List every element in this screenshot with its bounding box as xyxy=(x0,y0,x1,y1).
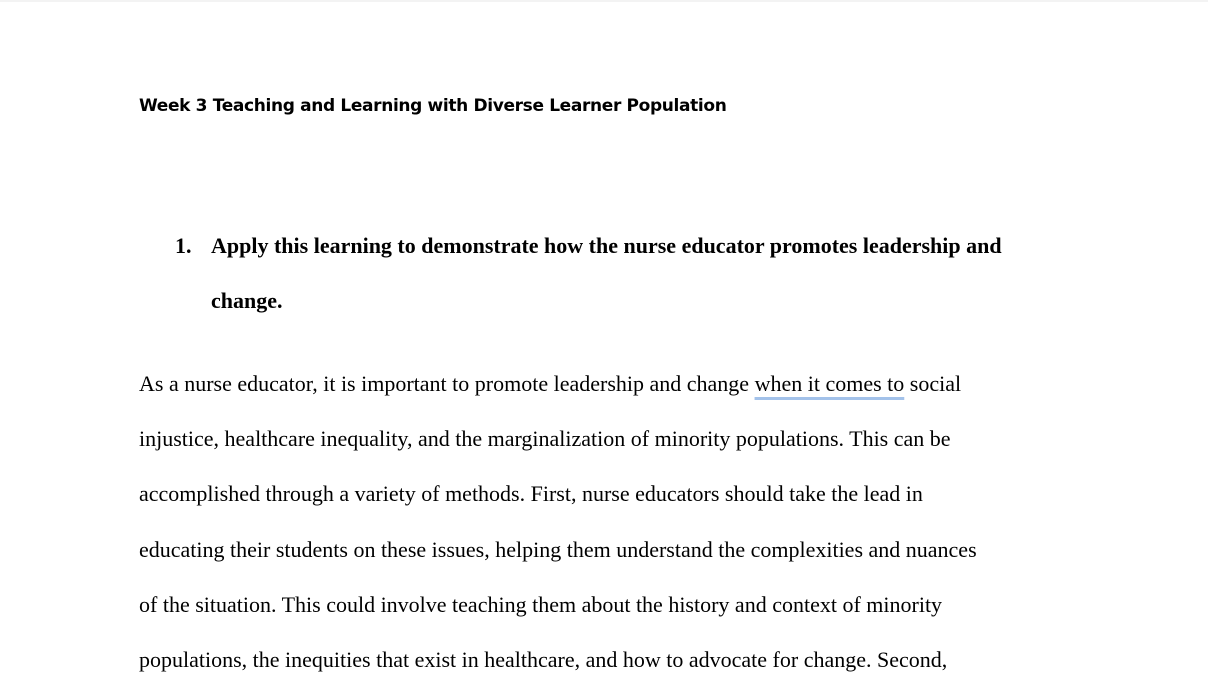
grammar-suggestion[interactable]: when it comes to xyxy=(754,371,905,396)
document-title: Week 3 Teaching and Learning with Diverse Learner Population xyxy=(139,96,727,116)
paragraph-line: injustice, healthcare inequality, and the marginalization of minority populations. This can be xyxy=(139,426,951,451)
paragraph-line: accomplished through a variety of methods. First, nurse educators should take the lead in xyxy=(139,481,923,506)
paragraph-line: educating their students on these issues, helping them understand the complexities and nuances xyxy=(139,537,977,562)
question-number: 1. xyxy=(175,233,192,258)
paragraph-text: As a nurse educator, it is important to promote leadership and change xyxy=(139,371,755,396)
paragraph-line: of the situation. This could involve teaching them about the history and context of minority xyxy=(139,592,943,617)
paragraph-line xyxy=(139,371,961,397)
question-text-line: Apply this learning to demonstrate how the nurse educator promotes leadership and xyxy=(211,233,1002,258)
question-text-line: change. xyxy=(211,288,283,313)
paragraph-line: populations, the inequities that exist in healthcare, and how to advocate for change. Second, xyxy=(139,647,948,672)
paragraph-text: social xyxy=(904,371,962,396)
